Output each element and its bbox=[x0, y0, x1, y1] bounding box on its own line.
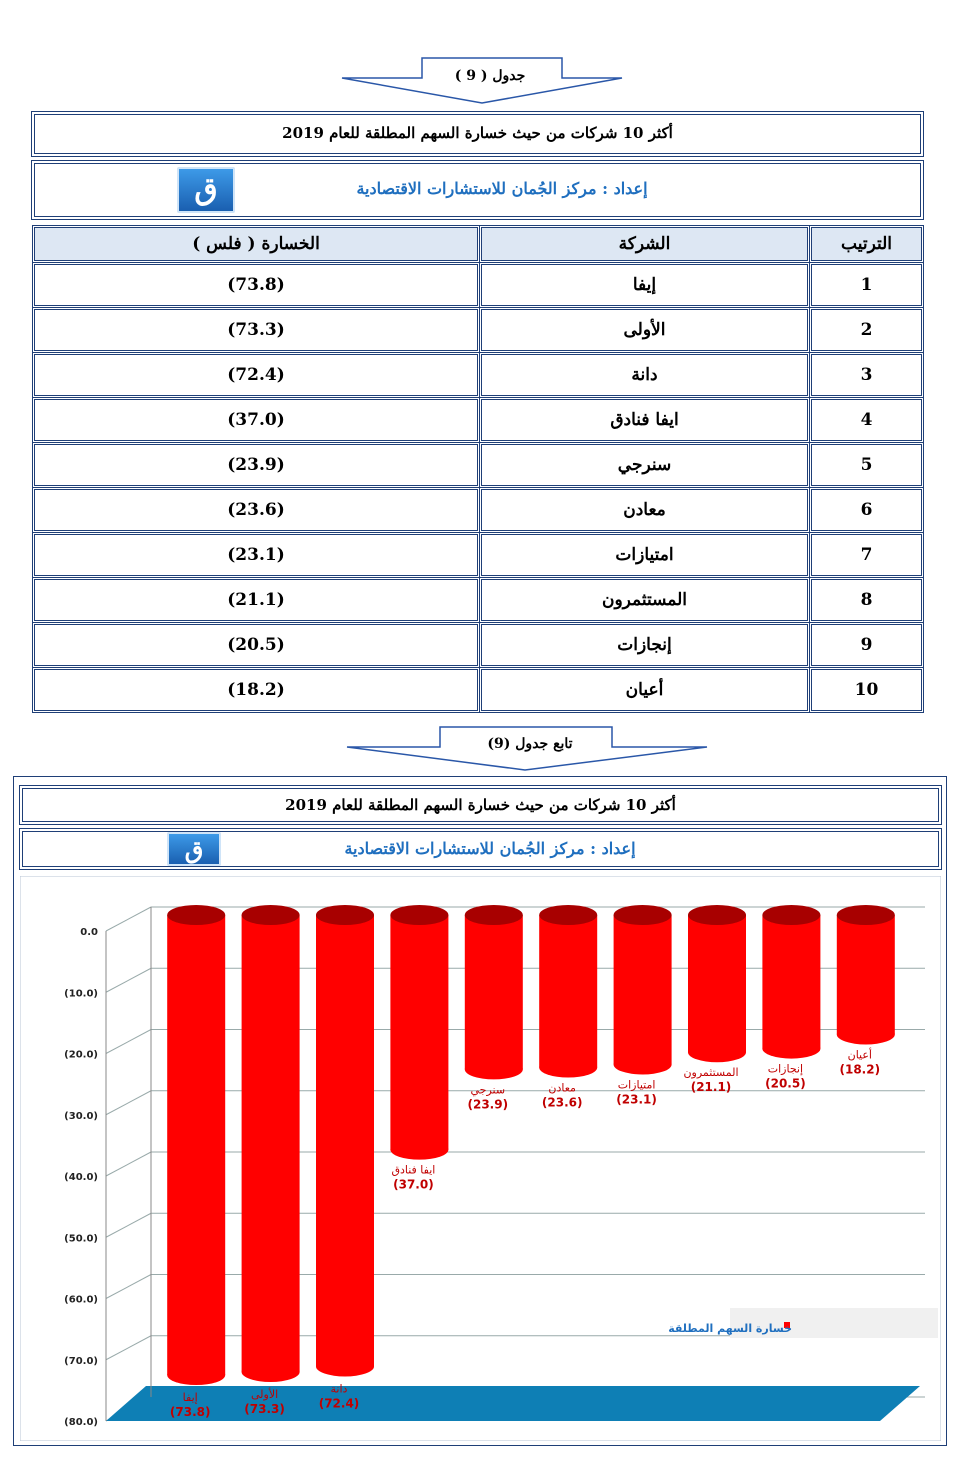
cell-loss: (72.4) bbox=[33, 353, 480, 398]
bar-value-label: (18.2) bbox=[839, 1062, 881, 1077]
table-row bbox=[33, 443, 924, 488]
table-row bbox=[33, 398, 924, 443]
bar-category-label: سنرجي bbox=[470, 1083, 506, 1097]
bar-top bbox=[465, 905, 523, 925]
bar-category-label: المستثمرون bbox=[683, 1066, 739, 1080]
y-tick-label: (40.0) bbox=[64, 1172, 98, 1183]
bar-bottom bbox=[465, 1059, 523, 1079]
loss-table bbox=[32, 225, 924, 713]
bar-3 bbox=[390, 905, 448, 1160]
cell-company: سنرجي bbox=[480, 443, 810, 488]
table-row bbox=[33, 263, 924, 308]
bar-value-label: (21.1) bbox=[690, 1080, 732, 1095]
cell-rank: 10 bbox=[810, 668, 924, 713]
bar-top bbox=[242, 905, 300, 925]
cell-loss: (73.8) bbox=[33, 263, 480, 308]
jumana-logo: ق bbox=[177, 167, 235, 213]
chart-prepared-box bbox=[19, 828, 942, 870]
cell-company: امتيازات bbox=[480, 533, 810, 578]
bar-category-label: إيفا bbox=[182, 1391, 198, 1405]
table-title-box bbox=[31, 111, 924, 157]
bar-bottom bbox=[390, 1140, 448, 1160]
cell-loss: (23.6) bbox=[33, 488, 480, 533]
bar-body bbox=[539, 915, 597, 1068]
bar-body bbox=[390, 915, 448, 1150]
bar-bottom bbox=[762, 1039, 820, 1059]
cell-company: إيفا bbox=[480, 263, 810, 308]
y-tick-label: (80.0) bbox=[64, 1417, 98, 1428]
loss-bar-chart bbox=[20, 876, 941, 1441]
y-tick-label: 0.0 bbox=[80, 927, 98, 938]
bar-top bbox=[316, 905, 374, 925]
bar-body bbox=[316, 915, 374, 1366]
bar-body bbox=[465, 915, 523, 1069]
header-rank: الترتيب bbox=[810, 226, 924, 263]
cell-company: ايفا فنادق bbox=[480, 398, 810, 443]
y-tick-label: (20.0) bbox=[64, 1049, 98, 1061]
bar-top bbox=[390, 905, 448, 925]
bar-body bbox=[167, 915, 225, 1375]
table-row bbox=[33, 308, 924, 353]
bar-bottom bbox=[242, 1362, 300, 1382]
cell-rank: 7 bbox=[810, 533, 924, 578]
cell-loss: (18.2) bbox=[33, 668, 480, 713]
bar-1 bbox=[242, 905, 300, 1382]
cell-loss: (20.5) bbox=[33, 623, 480, 668]
bar-value-label: (72.4) bbox=[318, 1396, 360, 1411]
bar-body bbox=[614, 915, 672, 1064]
bar-body bbox=[762, 915, 820, 1049]
continued-banner-label: تابع جدول (9) bbox=[487, 736, 573, 752]
bar-4 bbox=[465, 905, 523, 1079]
bar-value-label: (37.0) bbox=[393, 1177, 434, 1192]
y-tick-label: (30.0) bbox=[64, 1110, 98, 1122]
bar-value-label: (23.6) bbox=[541, 1095, 583, 1110]
bar-body bbox=[837, 915, 895, 1034]
cell-rank: 6 bbox=[810, 488, 924, 533]
cell-company: المستثمرون bbox=[480, 578, 810, 623]
bar-category-label: أعيان bbox=[847, 1048, 872, 1062]
table-row bbox=[33, 623, 924, 668]
bar-value-label: (23.1) bbox=[616, 1092, 657, 1107]
y-tick-label: (10.0) bbox=[64, 988, 98, 1000]
bar-category-label: دانة bbox=[330, 1382, 348, 1396]
cell-loss: (37.0) bbox=[33, 398, 480, 443]
cell-rank: 3 bbox=[810, 353, 924, 398]
bar-7 bbox=[688, 905, 746, 1062]
table-row bbox=[33, 668, 924, 713]
cell-company: أعيان bbox=[480, 668, 810, 713]
bar-5 bbox=[539, 905, 597, 1078]
bar-body bbox=[688, 915, 746, 1052]
y-tick-label: (50.0) bbox=[64, 1233, 98, 1245]
cell-rank: 8 bbox=[810, 578, 924, 623]
bar-top bbox=[539, 905, 597, 925]
bar-top bbox=[688, 905, 746, 925]
chart-title: أكثر 10 شركات من حيث خسارة السهم المطلقة للعام 2019 bbox=[285, 796, 676, 814]
table-row bbox=[33, 488, 924, 533]
cell-company: إنجازات bbox=[480, 623, 810, 668]
table-row bbox=[33, 578, 924, 623]
bar-category-label: ايفا فنادق bbox=[391, 1163, 436, 1177]
bar-bottom bbox=[614, 1054, 672, 1074]
bar-6 bbox=[614, 905, 672, 1074]
bar-category-label: الأولى bbox=[251, 1387, 279, 1401]
bar-body bbox=[242, 915, 300, 1372]
chart-floor bbox=[106, 1386, 920, 1421]
bar-bottom bbox=[837, 1024, 895, 1044]
y-tick-label: (60.0) bbox=[64, 1294, 98, 1306]
bar-top bbox=[762, 905, 820, 925]
chart-logo: ق bbox=[167, 832, 221, 866]
chart-title-box bbox=[19, 785, 942, 825]
prepared-by-box bbox=[31, 160, 924, 220]
bar-category-label: إنجازات bbox=[767, 1062, 804, 1076]
bar-9 bbox=[837, 905, 895, 1044]
cell-company: معادن bbox=[480, 488, 810, 533]
bar-top bbox=[837, 905, 895, 925]
bar-8 bbox=[762, 905, 820, 1059]
bar-category-label: معادن bbox=[548, 1081, 576, 1095]
cell-loss: (23.1) bbox=[33, 533, 480, 578]
bar-category-label: امتيازات bbox=[617, 1078, 656, 1092]
bar-top bbox=[614, 905, 672, 925]
prepared-by-text: إعداد : مركز الجُمان للاستشارات الاقتصادية bbox=[356, 179, 648, 198]
y-tick-label: (70.0) bbox=[64, 1355, 98, 1367]
cell-loss: (73.3) bbox=[33, 308, 480, 353]
cell-rank: 5 bbox=[810, 443, 924, 488]
bar-value-label: (20.5) bbox=[765, 1076, 806, 1091]
bar-bottom bbox=[167, 1365, 225, 1385]
bar-bottom bbox=[539, 1058, 597, 1078]
bar-0 bbox=[167, 905, 225, 1385]
cell-rank: 2 bbox=[810, 308, 924, 353]
bar-top bbox=[167, 905, 225, 925]
header-loss: الخسارة ( فلس ) bbox=[33, 226, 480, 263]
cell-company: دانة bbox=[480, 353, 810, 398]
bar-value-label: (73.3) bbox=[244, 1401, 285, 1416]
bar-bottom bbox=[316, 1356, 374, 1376]
bar-2 bbox=[316, 905, 374, 1376]
chart-prepared-text: إعداد : مركز الجُمان للاستشارات الاقتصادية bbox=[344, 839, 636, 858]
cell-rank: 1 bbox=[810, 263, 924, 308]
cell-rank: 4 bbox=[810, 398, 924, 443]
cell-loss: (23.9) bbox=[33, 443, 480, 488]
cell-loss: (21.1) bbox=[33, 578, 480, 623]
table-header-row bbox=[33, 226, 924, 263]
table-row bbox=[33, 533, 924, 578]
bar-bottom bbox=[688, 1042, 746, 1062]
legend-label: خسارة السهم المطلقة bbox=[668, 1322, 792, 1335]
banner-label: جدول ( 9 ) bbox=[454, 68, 526, 84]
table-title: أكثر 10 شركات من حيث خسارة السهم المطلقة للعام 2019 bbox=[282, 124, 673, 142]
cell-company: الأولى bbox=[480, 308, 810, 353]
bar-value-label: (73.8) bbox=[169, 1405, 211, 1420]
cell-rank: 9 bbox=[810, 623, 924, 668]
header-company: الشركة bbox=[480, 226, 810, 263]
bar-value-label: (23.9) bbox=[467, 1097, 509, 1112]
table-row bbox=[33, 353, 924, 398]
